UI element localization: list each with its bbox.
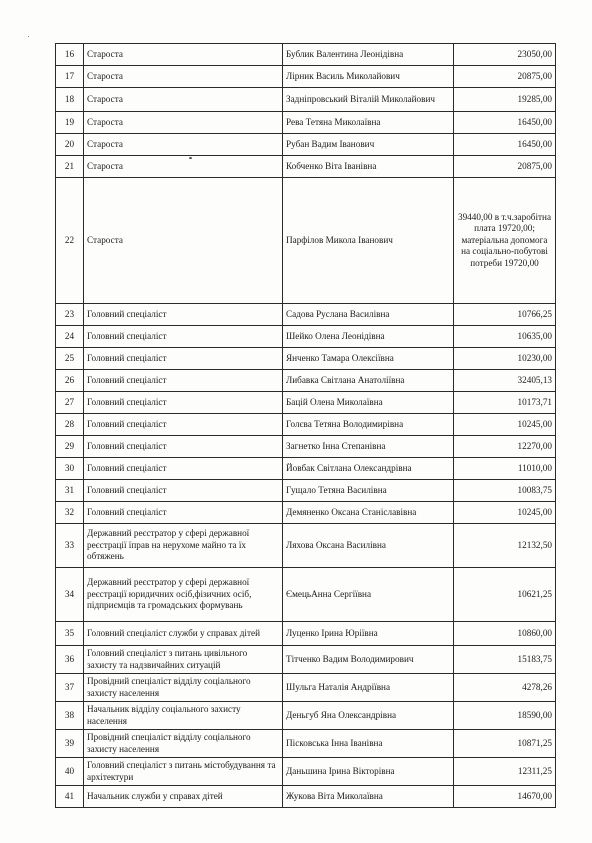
row-number-cell: 29: [56, 436, 84, 458]
row-number-cell: 37: [56, 674, 84, 702]
table-row: [56, 480, 556, 502]
amount-cell: 16450,00: [454, 134, 556, 156]
row-number-cell: 41: [56, 786, 84, 808]
position-cell: Головний спеціаліст: [84, 370, 283, 392]
position-cell: Староста: [84, 112, 283, 134]
table-row: [56, 786, 556, 808]
amount-cell: 10083,75: [454, 480, 556, 502]
position-cell: Староста: [84, 44, 283, 66]
amount-cell: 19285,00: [454, 88, 556, 112]
row-number-cell: 33: [56, 524, 84, 568]
position-cell: Головний спеціаліст: [84, 414, 283, 436]
position-cell: Староста: [84, 66, 283, 88]
full-name-cell: Рубан Вадим Іванович: [283, 134, 454, 156]
amount-cell: 12132,50: [454, 524, 556, 568]
amount-cell: 10621,25: [454, 568, 556, 622]
position-cell: Головний спеціаліст: [84, 348, 283, 370]
full-name-cell: Голєва Тетяна Володимирівна: [283, 414, 454, 436]
position-cell: Староста: [84, 88, 283, 112]
payroll-table: [55, 43, 556, 808]
table-row: [56, 134, 556, 156]
table-row: [56, 392, 556, 414]
row-number-cell: 17: [56, 66, 84, 88]
table-row: [56, 44, 556, 66]
full-name-cell: Демяненко Оксана Станіславівна: [283, 502, 454, 524]
row-number-cell: 18: [56, 88, 84, 112]
table-row: [56, 758, 556, 786]
full-name-cell: Жукова Віта Миколаївна: [283, 786, 454, 808]
amount-cell: 12270,00: [454, 436, 556, 458]
row-number-cell: 28: [56, 414, 84, 436]
row-number-cell: 24: [56, 326, 84, 348]
full-name-cell: Либавка Світлана Анатоліївна: [283, 370, 454, 392]
position-cell: Головний спеціаліст: [84, 458, 283, 480]
amount-cell: 23050,00: [454, 44, 556, 66]
row-number-cell: 38: [56, 702, 84, 730]
full-name-cell: Даньшина Ірина Вікторівна: [283, 758, 454, 786]
amount-cell: 12311,25: [454, 758, 556, 786]
row-number-cell: 21: [56, 156, 84, 178]
position-cell: Головний спеціаліст з питань цивільного захисту та надзвичайних ситуацій: [84, 646, 283, 674]
table-row: [56, 178, 556, 304]
amount-cell: 11010,00: [454, 458, 556, 480]
table-row: [56, 348, 556, 370]
amount-cell: 10173,71: [454, 392, 556, 414]
row-number-cell: 19: [56, 112, 84, 134]
position-cell: Головний спеціаліст: [84, 326, 283, 348]
position-cell: Провідний спеціаліст відділу соціального захисту населення: [84, 674, 283, 702]
amount-cell: 10635,00: [454, 326, 556, 348]
full-name-cell: Рева Тетяна Миколаївна: [283, 112, 454, 134]
position-cell: Староста: [84, 178, 283, 304]
amount-cell: 39440,00 в т.ч.заробітна плата 19720,00; матеріальна допомога на соціально-побутові потреби 19720,00: [454, 178, 556, 304]
table-row: [56, 88, 556, 112]
full-name-cell: Парфілов Микола Іванович: [283, 178, 454, 304]
full-name-cell: Шульга Наталія Андріївна: [283, 674, 454, 702]
row-number-cell: 25: [56, 348, 84, 370]
full-name-cell: Садова Руслана Василівна: [283, 304, 454, 326]
full-name-cell: Ляхова Оксана Василівна: [283, 524, 454, 568]
row-number-cell: 39: [56, 730, 84, 758]
position-cell: Головний спеціаліст з питань містобудування та архітектури: [84, 758, 283, 786]
row-number-cell: 16: [56, 44, 84, 66]
full-name-cell: Бублик Валентина Леонідівна: [283, 44, 454, 66]
amount-cell: 10766,25: [454, 304, 556, 326]
table-row: [56, 674, 556, 702]
amount-cell: 10860,00: [454, 622, 556, 646]
full-name-cell: ЄмецьАнна Сергіївна: [283, 568, 454, 622]
amount-cell: 15183,75: [454, 646, 556, 674]
full-name-cell: Кобченко Віта Іванівна: [283, 156, 454, 178]
amount-cell: 20875,00: [454, 156, 556, 178]
table-row: [56, 414, 556, 436]
table-row: [56, 304, 556, 326]
row-number-cell: 35: [56, 622, 84, 646]
full-name-cell: Гущало Тетяна Василівна: [283, 480, 454, 502]
row-number-cell: 34: [56, 568, 84, 622]
table-row: [56, 730, 556, 758]
full-name-cell: Йовбак Світлана Олександрівна: [283, 458, 454, 480]
table-row: [56, 112, 556, 134]
row-number-cell: 32: [56, 502, 84, 524]
full-name-cell: Лірник Василь Миколайович: [283, 66, 454, 88]
amount-cell: 32405,13: [454, 370, 556, 392]
row-number-cell: 20: [56, 134, 84, 156]
row-number-cell: 22: [56, 178, 84, 304]
full-name-cell: Бацій Олена Миколаївна: [283, 392, 454, 414]
position-cell: Державний реєстратор у сфері державної реєстрації їправ на нерухоме майно та їх обтяжень: [84, 524, 283, 568]
position-cell: Головний спеціаліст: [84, 502, 283, 524]
amount-cell: 10871,25: [454, 730, 556, 758]
position-cell: Начальник служби у справах дітей: [84, 786, 283, 808]
amount-cell: 10230,00: [454, 348, 556, 370]
position-cell: Начальник відділу соціального захисту населення: [84, 702, 283, 730]
amount-cell: 14670,00: [454, 786, 556, 808]
row-number-cell: 30: [56, 458, 84, 480]
row-number-cell: 23: [56, 304, 84, 326]
row-number-cell: 36: [56, 646, 84, 674]
position-cell: Головний спеціаліст: [84, 480, 283, 502]
full-name-cell: Деньгуб Яна Олександрівна: [283, 702, 454, 730]
row-number-cell: 40: [56, 758, 84, 786]
position-cell: Головний спеціаліст: [84, 392, 283, 414]
table-row: [56, 622, 556, 646]
full-name-cell: Тітченко Вадим Володимирович: [283, 646, 454, 674]
amount-cell: 4278,26: [454, 674, 556, 702]
position-cell: Головний спеціаліст служби у справах дітей: [84, 622, 283, 646]
full-name-cell: Задніпровський Віталій Миколайович: [283, 88, 454, 112]
table-row: [56, 702, 556, 730]
amount-cell: 20875,00: [454, 66, 556, 88]
position-cell: Провідний спеціаліст відділу соціального захисту населення: [84, 730, 283, 758]
full-name-cell: Янченко Тамара Олексіївна: [283, 348, 454, 370]
table-row: [56, 502, 556, 524]
position-cell: Головний спеціаліст: [84, 304, 283, 326]
full-name-cell: Шейко Олена Леонідівна: [283, 326, 454, 348]
row-number-cell: 26: [56, 370, 84, 392]
amount-cell: 10245,00: [454, 502, 556, 524]
position-cell: Головний спеціаліст: [84, 436, 283, 458]
table-row: [56, 524, 556, 568]
table-row: [56, 436, 556, 458]
full-name-cell: Пісковська Інна Іванівна: [283, 730, 454, 758]
amount-cell: 16450,00: [454, 112, 556, 134]
table-row: [56, 646, 556, 674]
table-row: [56, 66, 556, 88]
row-number-cell: 31: [56, 480, 84, 502]
table-row: [56, 326, 556, 348]
amount-cell: 18590,00: [454, 702, 556, 730]
table-row: [56, 568, 556, 622]
full-name-cell: Луценко Ірина Юріївна: [283, 622, 454, 646]
position-cell: Староста: [84, 156, 283, 178]
amount-cell: 10245,00: [454, 414, 556, 436]
table-row: [56, 370, 556, 392]
position-cell: Державний реєстратор у сфері державної реєстрації юридичних осіб,фізичних осіб, підприємців та громадських формувань: [84, 568, 283, 622]
payroll-table-body: [56, 44, 556, 808]
full-name-cell: Загнетко Інна Степанівна: [283, 436, 454, 458]
row-number-cell: 27: [56, 392, 84, 414]
table-row: [56, 458, 556, 480]
position-cell: Староста: [84, 134, 283, 156]
scan-speck: [28, 36, 29, 37]
table-row: [56, 156, 556, 178]
